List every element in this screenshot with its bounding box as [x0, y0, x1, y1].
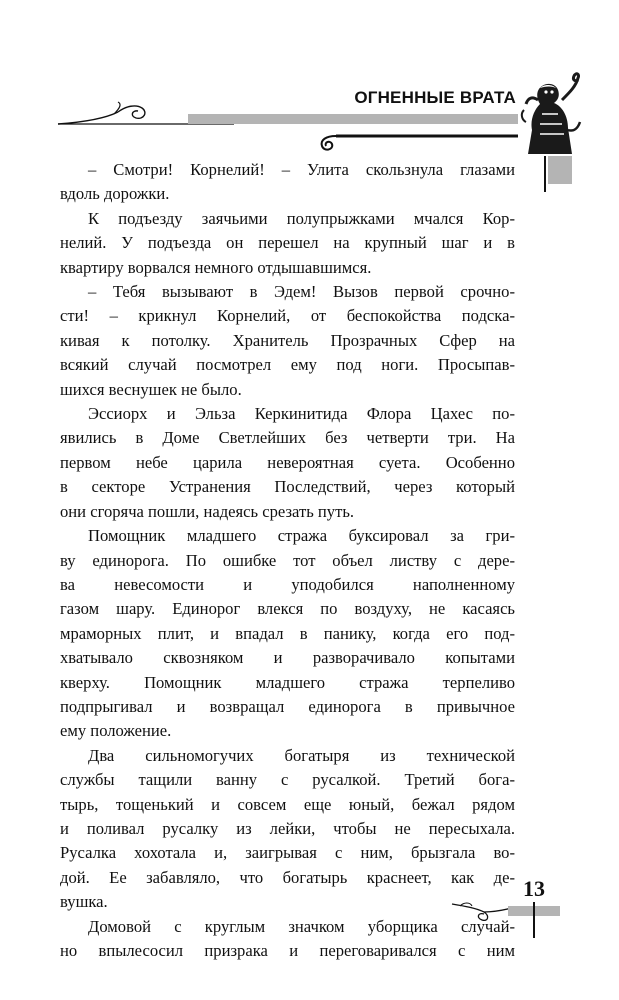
text-line: явились в Доме Светлейших без четверти три. На: [60, 428, 515, 448]
text-line: подпрыгивал и возвращал единорога в привычное: [60, 696, 515, 716]
text-line: Русалка хохотала и, заигрывая с ним, брызгала во-: [60, 843, 515, 863]
paragraph: [60, 744, 515, 915]
text-line: Эссиорх и Эльза Керкинитида Флора Цахес по-: [88, 404, 515, 424]
text-line: Помощник младшего стража буксировал за гри-: [88, 526, 515, 546]
paragraph: [60, 207, 515, 280]
text-line: нелий. У подъезда он перешел на крупный шаг и в: [60, 233, 515, 253]
text-line: К подъезду заячьими полупрыжками мчался Кор-: [88, 208, 515, 228]
text-line: вдоль дорожки.: [60, 184, 170, 204]
text-line: Домовой с круглым значком уборщика случай-: [88, 916, 515, 936]
paragraph: [60, 280, 515, 402]
text-line: ему положение.: [60, 721, 172, 741]
text-line: газом шару. Единорог влекся по воздуху, не касаясь: [60, 599, 515, 619]
header-gray-bar: [188, 114, 526, 124]
character-vignette-icon: [518, 70, 584, 156]
text-line: ва невесомости и уподобился наполненному: [60, 574, 515, 594]
footer-vertical-rule: [533, 902, 535, 938]
text-line: всякий случай посмотрел ему под ноги. Просыпав-: [60, 355, 515, 375]
text-line: ву единорога. По ошибке тот объел листву с дере-: [60, 550, 515, 570]
paragraph: [60, 915, 515, 964]
text-line: дой. Ее забавляло, что богатырь краснеет, как де-: [60, 867, 515, 887]
text-line: – Тебя вызывают в Эдем! Вызов первой срочно-: [88, 282, 515, 302]
body-text: [60, 158, 515, 963]
paragraph: [60, 524, 515, 744]
text-line: в секторе Устранения Последствий, через который: [60, 477, 515, 497]
text-line: хватывало сквозняком и разворачивало копытами: [60, 648, 515, 668]
paragraph: [60, 158, 515, 207]
text-line: сти! – крикнул Корнелий, от беспокойства подска-: [60, 306, 515, 326]
text-line: кивая к потолку. Хранитель Прозрачных Сфер на: [60, 330, 515, 350]
text-line: и поливал русалку из лейки, чтобы не пересыхала.: [60, 818, 515, 838]
text-line: кверху. Помощник младшего стража терпеливо: [60, 672, 515, 692]
text-line: вушка.: [60, 892, 108, 912]
footer-flourish-ornament-icon: [450, 898, 514, 924]
text-line: службы тащили ванну с русалкой. Третий бога-: [60, 770, 515, 790]
paragraph: [60, 402, 515, 524]
text-line: – Смотри! Корнелий! – Улита скользнула глазами: [88, 160, 515, 179]
text-line: они сгоряча пошли, надеясь срезать путь.: [60, 501, 355, 521]
text-line: тырь, тощенький и совсем еще юный, бежал рядом: [60, 794, 515, 814]
text-line: шихся веснушек не было.: [60, 379, 242, 399]
text-line: Два сильномогучих богатыря из технической: [88, 745, 515, 765]
text-line: первом небе царила невероятная суета. Особенно: [60, 452, 515, 472]
text-line: мраморных плит, и впадал в панику, когда его под-: [60, 623, 515, 643]
text-line: квартиру ворвался немного отдышавшимся.: [60, 257, 372, 277]
running-title: ОГНЕННЫЕ ВРАТА: [354, 88, 516, 107]
text-line: но впылесосил призрака и переговаривался с ним: [60, 941, 515, 960]
page-number: 13: [523, 876, 545, 901]
